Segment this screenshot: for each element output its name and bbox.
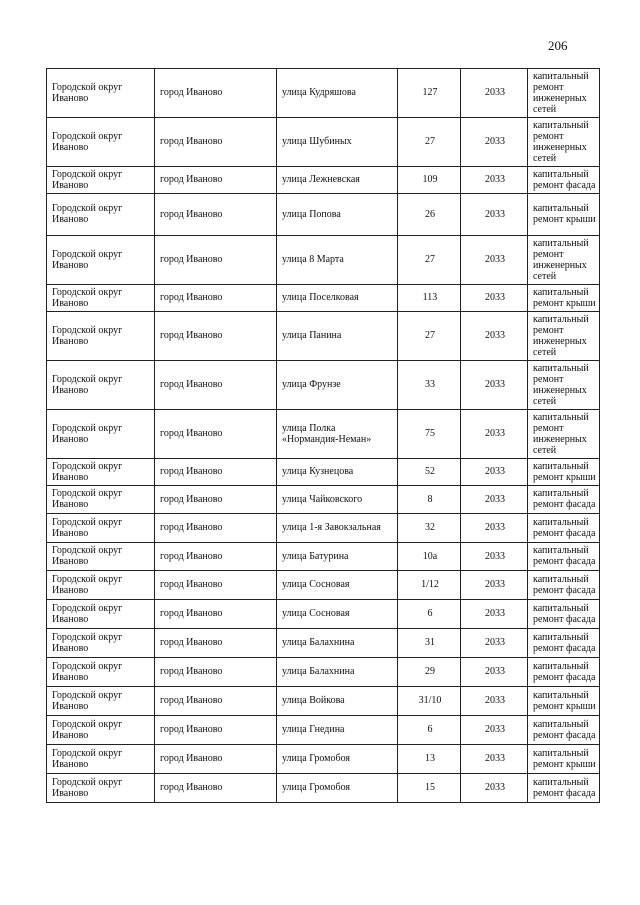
street-cell: улица Сосновая [277,600,398,629]
city-cell: город Иваново [155,361,277,410]
city-cell: город Иваново [155,312,277,361]
house-number-cell: 33 [398,361,461,410]
work-type-cell: капитальный ремонт фасада [528,167,600,194]
street-cell: улица Поселковая [277,285,398,312]
city-cell: город Иваново [155,687,277,716]
house-number-cell: 26 [398,194,461,236]
work-type-cell: капитальный ремонт фасада [528,486,600,514]
year-cell: 2033 [461,236,528,285]
year-cell: 2033 [461,571,528,600]
house-number-cell: 29 [398,658,461,687]
year-cell: 2033 [461,69,528,118]
district-cell: Городской округ Иваново [47,118,155,167]
city-cell: город Иваново [155,69,277,118]
table-row [47,361,600,410]
table-row [47,167,600,194]
table-row [47,459,600,486]
table-row [47,236,600,285]
street-cell: улица Фрунзе [277,361,398,410]
table-row [47,687,600,716]
house-number-cell: 27 [398,312,461,361]
street-cell: улица Лежневская [277,167,398,194]
street-cell: улица Шубиных [277,118,398,167]
table-row [47,69,600,118]
table-row [47,629,600,658]
city-cell: город Иваново [155,236,277,285]
house-number-cell: 113 [398,285,461,312]
district-cell: Городской округ Иваново [47,285,155,312]
city-cell: город Иваново [155,459,277,486]
work-type-cell: капитальный ремонт инженерных сетей [528,118,600,167]
work-type-cell: капитальный ремонт фасада [528,514,600,543]
year-cell: 2033 [461,514,528,543]
city-cell: город Иваново [155,543,277,571]
table-row [47,312,600,361]
table-row [47,118,600,167]
house-number-cell: 15 [398,774,461,803]
house-number-cell: 31/10 [398,687,461,716]
work-type-cell: капитальный ремонт фасада [528,600,600,629]
street-cell: улица Панина [277,312,398,361]
street-cell: улица Гнедина [277,716,398,745]
year-cell: 2033 [461,774,528,803]
house-number-cell: 27 [398,118,461,167]
district-cell: Городской округ Иваново [47,459,155,486]
district-cell: Городской округ Иваново [47,600,155,629]
table-row [47,745,600,774]
work-type-cell: капитальный ремонт фасада [528,543,600,571]
year-cell: 2033 [461,118,528,167]
street-cell: улица Балахнина [277,629,398,658]
street-cell: улица Чайковского [277,486,398,514]
street-cell: улица Сосновая [277,571,398,600]
year-cell: 2033 [461,716,528,745]
district-cell: Городской округ Иваново [47,236,155,285]
work-type-cell: капитальный ремонт крыши [528,745,600,774]
year-cell: 2033 [461,361,528,410]
table-row [47,716,600,745]
table-row [47,285,600,312]
district-cell: Городской округ Иваново [47,167,155,194]
repair-schedule-table [46,68,600,803]
work-type-cell: капитальный ремонт крыши [528,687,600,716]
city-cell: город Иваново [155,774,277,803]
table-row [47,658,600,687]
house-number-cell: 31 [398,629,461,658]
district-cell: Городской округ Иваново [47,194,155,236]
district-cell: Городской округ Иваново [47,716,155,745]
city-cell: город Иваново [155,571,277,600]
house-number-cell: 6 [398,600,461,629]
city-cell: город Иваново [155,410,277,459]
street-cell: улица 1-я Завокзальная [277,514,398,543]
street-cell: улица Попова [277,194,398,236]
city-cell: город Иваново [155,629,277,658]
street-cell: улица Громобоя [277,774,398,803]
year-cell: 2033 [461,600,528,629]
year-cell: 2033 [461,629,528,658]
year-cell: 2033 [461,285,528,312]
table-row [47,410,600,459]
house-number-cell: 27 [398,236,461,285]
work-type-cell: капитальный ремонт инженерных сетей [528,236,600,285]
district-cell: Городской округ Иваново [47,486,155,514]
street-cell: улица Полка «Нормандия-Неман» [277,410,398,459]
house-number-cell: 1/12 [398,571,461,600]
district-cell: Городской округ Иваново [47,543,155,571]
year-cell: 2033 [461,658,528,687]
work-type-cell: капитальный ремонт фасада [528,629,600,658]
street-cell: улица Кузнецова [277,459,398,486]
table-row [47,571,600,600]
district-cell: Городской округ Иваново [47,658,155,687]
table-row [47,486,600,514]
city-cell: город Иваново [155,118,277,167]
year-cell: 2033 [461,745,528,774]
work-type-cell: капитальный ремонт инженерных сетей [528,361,600,410]
work-type-cell: капитальный ремонт инженерных сетей [528,69,600,118]
work-type-cell: капитальный ремонт инженерных сетей [528,312,600,361]
city-cell: город Иваново [155,658,277,687]
work-type-cell: капитальный ремонт крыши [528,285,600,312]
table-row [47,600,600,629]
house-number-cell: 75 [398,410,461,459]
house-number-cell: 10а [398,543,461,571]
work-type-cell: капитальный ремонт фасада [528,716,600,745]
street-cell: улица Батурина [277,543,398,571]
year-cell: 2033 [461,410,528,459]
work-type-cell: капитальный ремонт крыши [528,459,600,486]
city-cell: город Иваново [155,745,277,774]
year-cell: 2033 [461,459,528,486]
year-cell: 2033 [461,194,528,236]
street-cell: улица 8 Марта [277,236,398,285]
year-cell: 2033 [461,687,528,716]
district-cell: Городской округ Иваново [47,687,155,716]
work-type-cell: капитальный ремонт фасада [528,658,600,687]
work-type-cell: капитальный ремонт фасада [528,774,600,803]
year-cell: 2033 [461,486,528,514]
house-number-cell: 8 [398,486,461,514]
city-cell: город Иваново [155,194,277,236]
table-row [47,514,600,543]
district-cell: Городской округ Иваново [47,745,155,774]
year-cell: 2033 [461,167,528,194]
street-cell: улица Балахнина [277,658,398,687]
district-cell: Городской округ Иваново [47,514,155,543]
table-row [47,543,600,571]
city-cell: город Иваново [155,285,277,312]
district-cell: Городской округ Иваново [47,629,155,658]
street-cell: улица Войкова [277,687,398,716]
year-cell: 2033 [461,543,528,571]
table-body [47,69,600,803]
house-number-cell: 6 [398,716,461,745]
work-type-cell: капитальный ремонт фасада [528,571,600,600]
district-cell: Городской округ Иваново [47,69,155,118]
city-cell: город Иваново [155,600,277,629]
year-cell: 2033 [461,312,528,361]
page-number: 206 [548,38,568,53]
work-type-cell: капитальный ремонт инженерных сетей [528,410,600,459]
district-cell: Городской округ Иваново [47,312,155,361]
house-number-cell: 127 [398,69,461,118]
house-number-cell: 13 [398,745,461,774]
city-cell: город Иваново [155,167,277,194]
table-row [47,774,600,803]
work-type-cell: капитальный ремонт крыши [528,194,600,236]
table-row [47,194,600,236]
house-number-cell: 109 [398,167,461,194]
city-cell: город Иваново [155,716,277,745]
city-cell: город Иваново [155,486,277,514]
street-cell: улица Кудряшова [277,69,398,118]
city-cell: город Иваново [155,514,277,543]
house-number-cell: 52 [398,459,461,486]
street-cell: улица Громобоя [277,745,398,774]
district-cell: Городской округ Иваново [47,410,155,459]
district-cell: Городской округ Иваново [47,774,155,803]
house-number-cell: 32 [398,514,461,543]
district-cell: Городской округ Иваново [47,571,155,600]
district-cell: Городской округ Иваново [47,361,155,410]
